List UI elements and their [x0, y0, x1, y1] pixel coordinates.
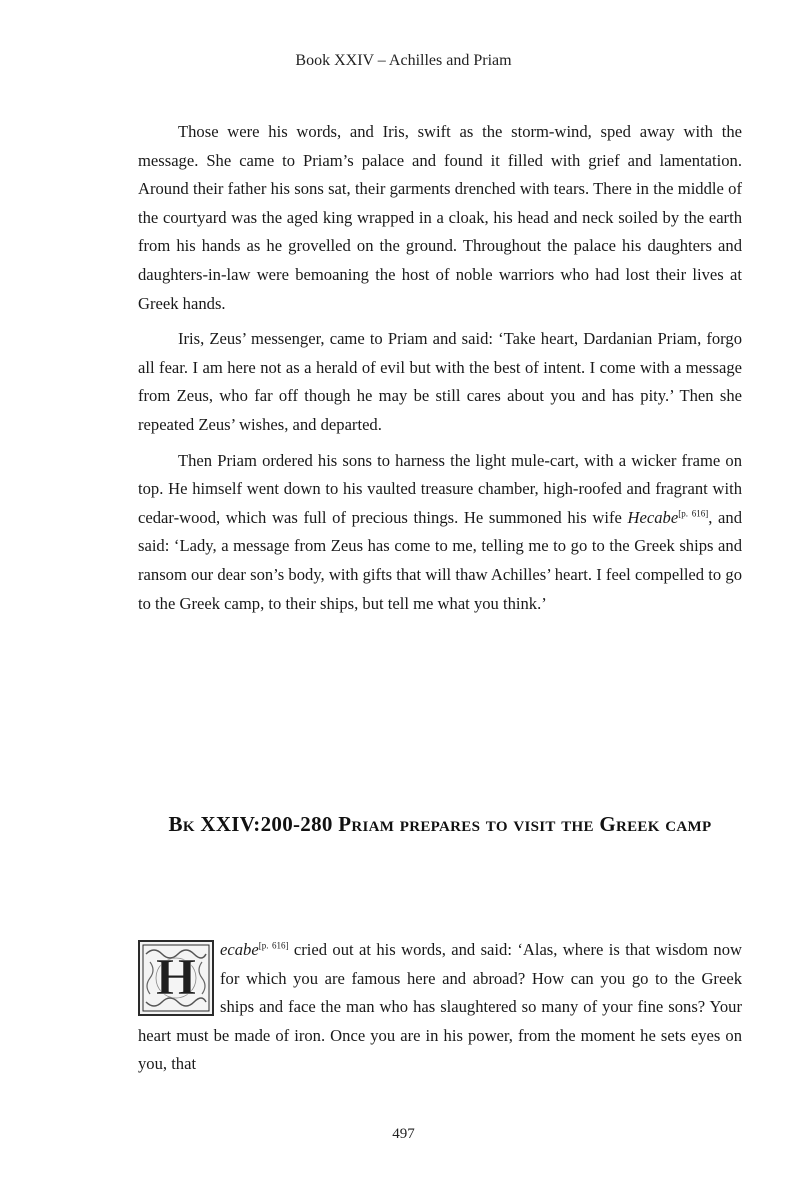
- paragraph-text-before: Then Priam ordered his sons to harness the light mule-cart, with a wicker frame on top. He himself went down to his vaulted treasure chamber, high-roofed and fragrant with cedar-wood, which was full of precious things. He summoned his wife: [138, 450, 742, 527]
- running-head: Book XXIV – Achilles and Priam: [295, 52, 512, 69]
- paragraph-text-after: , and said: ‘Lady, a message from Zeus has come to me, telling me to go to the Greek ships and ransom our dear son’s body, with gifts that will thaw Achilles’ heart. I feel compelled to go to the Greek camp, to their ships, but tell me what you think.’: [138, 507, 742, 613]
- name-hecabe: Hecabe: [627, 507, 679, 527]
- name-hecabe-rest: ecabe: [220, 940, 259, 959]
- paragraph-iris-speech: Iris, Zeus’ messenger, came to Priam and said: ‘Take heart, Dardanian Priam, forgo all fear. I am here not as a herald of evil but with the best of intent. I come with a message from Zeus, who far off though he may be still cares about you and has pity.’ Then she repeated Zeus’ wishes, and departed.: [138, 329, 742, 434]
- paragraph-priam-orders: [138, 447, 742, 619]
- drop-cap-ornament-icon: [138, 940, 214, 1016]
- drop-cap-letter: H: [155, 949, 197, 1006]
- section-heading: Bk XXIV:200-280 Priam prepares to visit the Greek camp: [168, 812, 712, 836]
- section-paragraph-text: cried out at his words, and said: ‘Alas, where is that wisdom now for which you are famous here and abroad? How can you go to the Greek ships and face the man who has slaughtered so many of your fine sons? Your heart must be made of iron. Once you are in his power, from the moment he sets eyes on you, that: [138, 940, 742, 1074]
- page-reference: [p. 616]: [258, 940, 289, 951]
- section-paragraph: [138, 936, 742, 1079]
- page-number: 497: [392, 1126, 415, 1142]
- paragraph-iris-message: Those were his words, and Iris, swift as the storm-wind, sped away with the message. She came to Priam’s palace and found it filled with grief and lamentation. Around their father his sons sat, their garments drenched with tears. There in the middle of the courtyard was the aged king wrapped in a cloak, his head and neck soiled by the earth from his hands as he grovelled on the ground. Throughout the palace his daughters and daughters-in-law were bemoaning the host of noble warriors who had lost their lives at Greek hands.: [138, 122, 742, 313]
- body-text: [138, 118, 742, 625]
- page-reference: [p. 616]: [678, 508, 709, 519]
